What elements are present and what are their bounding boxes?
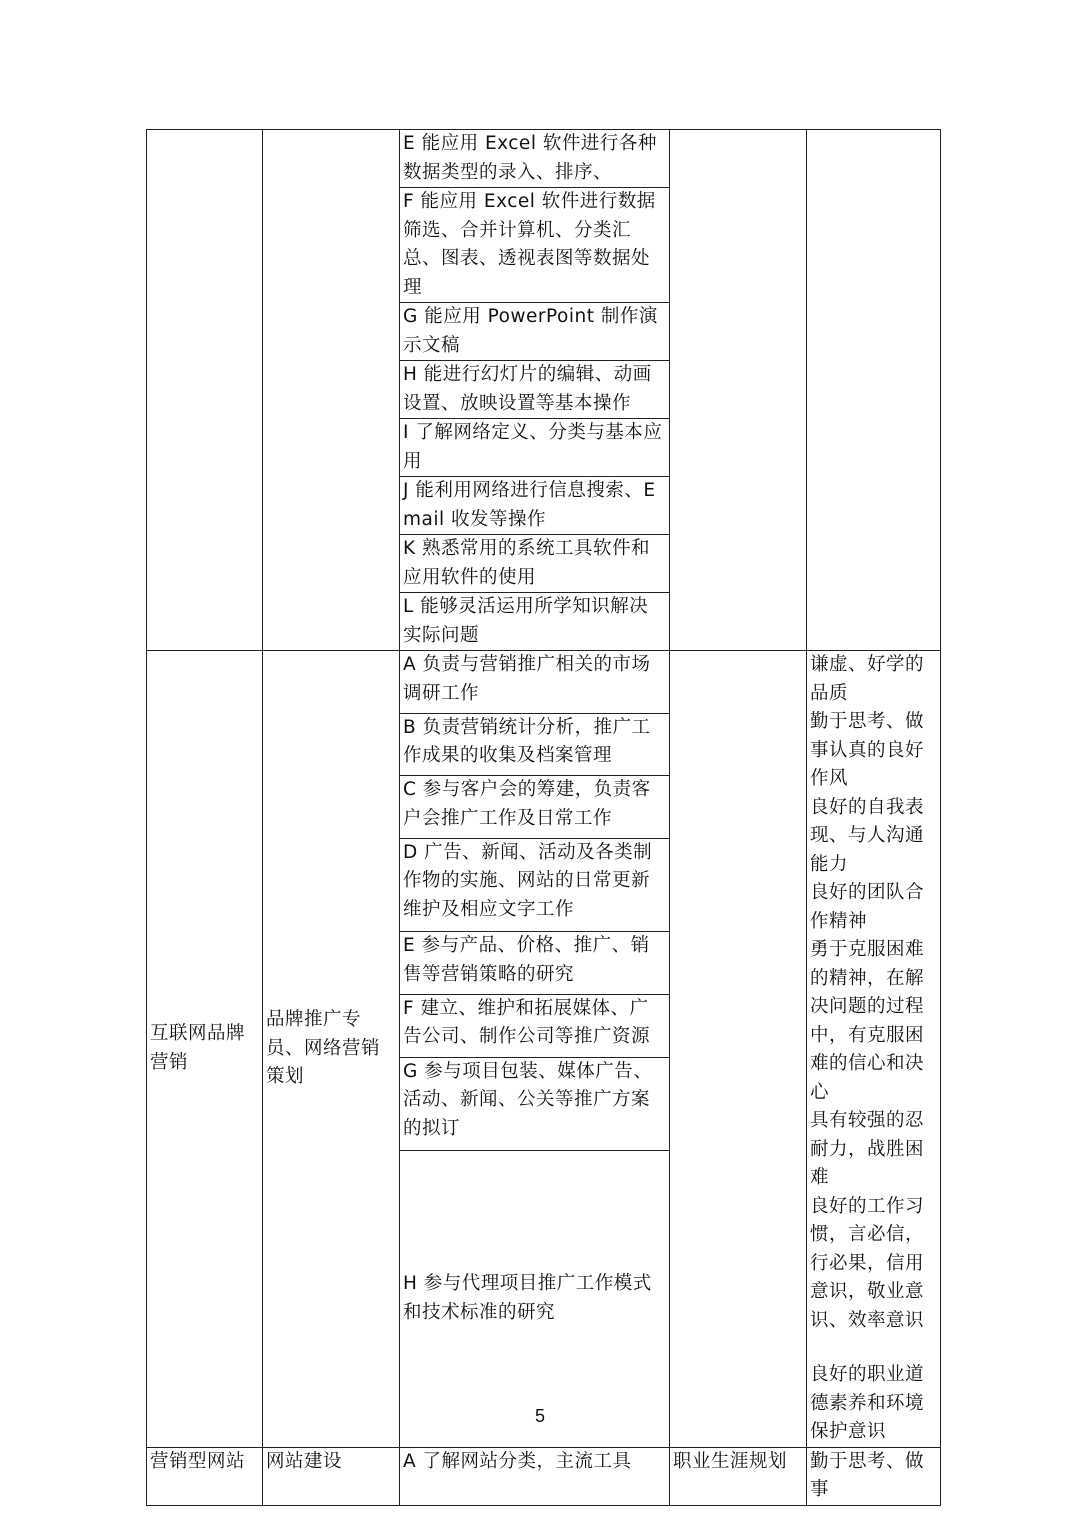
ability-item: I 了解网络定义、分类与基本应用 (400, 419, 670, 477)
course-cell: 职业生涯规划 (670, 1447, 807, 1505)
quality-line: 勇于克服困难的精神，在解决问题的过程中，有克服困难的信心和决心 (810, 939, 925, 1103)
page-number: 5 (534, 1406, 545, 1426)
position-cell: 品牌推广专员、网络营销策划 (263, 651, 400, 1448)
ability-item: A 了解网站分类，主流工具 (400, 1447, 670, 1505)
course-cell-empty (670, 130, 807, 651)
quality-cell: 勤于思考、做事 (807, 1447, 941, 1505)
ability-item: B 负责营销统计分析，推广工作成果的收集及档案管理 (400, 713, 670, 776)
quality-line: 良好的职业道德素养和环境保护意识 (810, 1364, 925, 1442)
ability-item: G 能应用 PowerPoint 制作演示文稿 (400, 303, 670, 361)
ability-item: F 能应用 Excel 软件进行数据筛选、合并计算机、分类汇总、图表、透视表图等数据处理 (400, 188, 670, 303)
ability-item: H 参与代理项目推广工作模式和技术标准的研究 (400, 1151, 670, 1447)
ability-item: D 广告、新闻、活动及各类制作物的实施、网站的日常更新维护及相应文字工作 (400, 838, 670, 931)
position-cell-empty (263, 130, 400, 651)
quality-spacer (810, 1335, 937, 1361)
ability-item: A 负责与营销推广相关的市场调研工作 (400, 651, 670, 714)
ability-item: E 参与产品、价格、推广、销售等营销策略的研究 (400, 932, 670, 995)
ability-item: K 熟悉常用的系统工具软件和应用软件的使用 (400, 535, 670, 593)
quality-line: 良好的团队合作精神 (810, 882, 925, 932)
quality-line: 勤于思考、做事认真的良好作风 (810, 711, 925, 789)
quality-line: 具有较强的忍耐力，战胜困难 (810, 1110, 925, 1188)
ability-item: L 能够灵活运用所学知识解决实际问题 (400, 593, 670, 651)
ability-item: E 能应用 Excel 软件进行各种数据类型的录入、排序、 (400, 130, 670, 188)
ability-item: J 能利用网络进行信息搜索、Email 收发等操作 (400, 477, 670, 535)
ability-item: C 参与客户会的筹建，负责客户会推广工作及日常工作 (400, 776, 670, 839)
ability-item: G 参与项目包装、媒体广告、活动、新闻、公关等推广方案的拟订 (400, 1057, 670, 1151)
quality-line: 谦虚、好学的品质 (810, 654, 925, 704)
position-cell: 网站建设 (263, 1447, 400, 1505)
field-cell-empty (147, 130, 263, 651)
curriculum-table (146, 129, 941, 1506)
quality-cell-empty (807, 130, 941, 651)
ability-item: F 建立、维护和拓展媒体、广告公司、制作公司等推广资源 (400, 994, 670, 1057)
quality-line: 良好的自我表现、与人沟通能力 (810, 796, 925, 875)
ability-item: H 能进行幻灯片的编辑、动画设置、放映设置等基本操作 (400, 361, 670, 419)
quality-line: 良好的工作习惯，言必信，行必果，信用意识，敬业意识、效率意识 (810, 1195, 925, 1331)
quality-cell (807, 651, 941, 1448)
field-cell: 互联网品牌营销 (147, 651, 263, 1448)
course-cell-empty (670, 651, 807, 1448)
field-cell: 营销型网站 (147, 1447, 263, 1505)
